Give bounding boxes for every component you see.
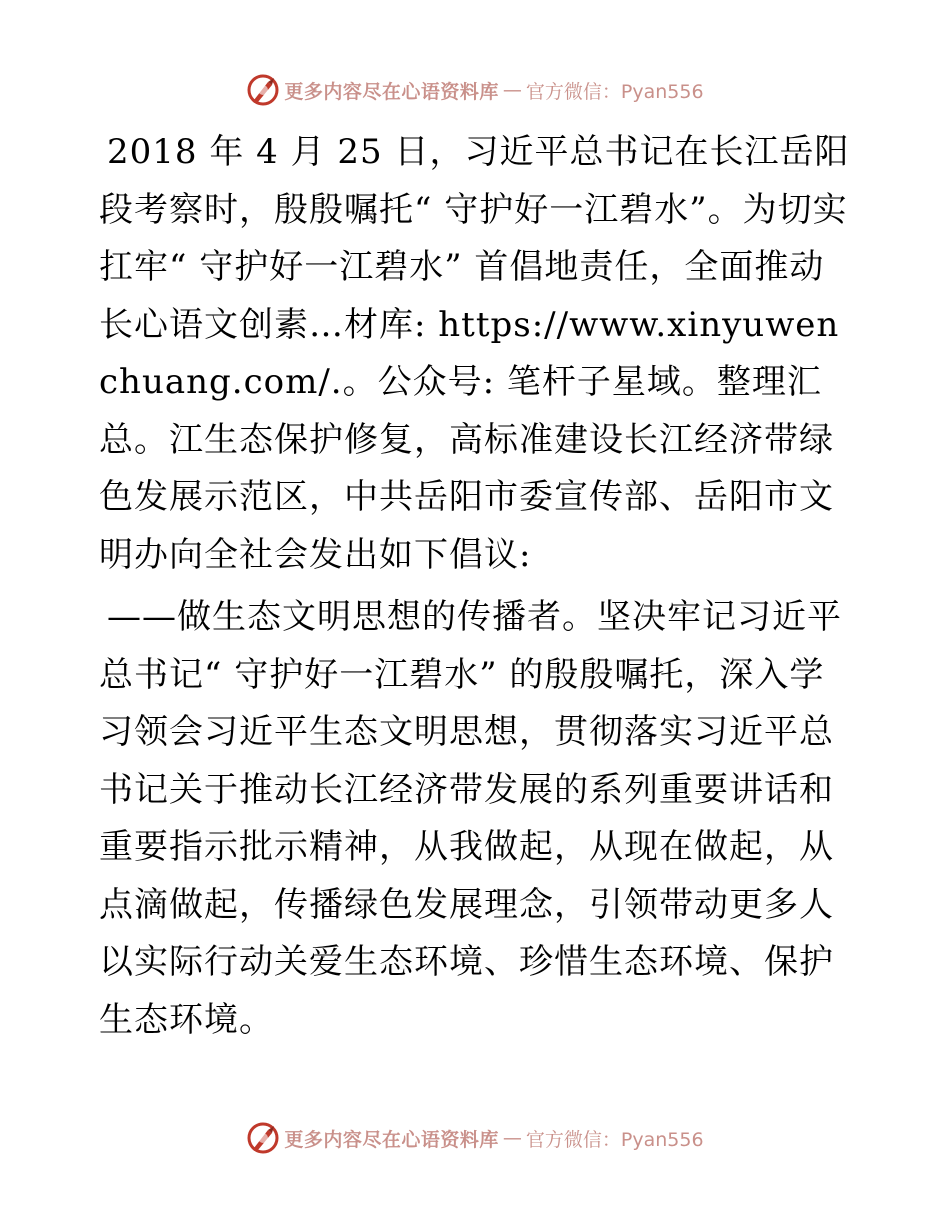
header-banner-wechat: 官方微信：Pyan556 bbox=[525, 80, 704, 103]
header-banner-text: 更多内容尽在心语资料库 bbox=[284, 80, 499, 103]
footer-banner-wechat: 官方微信：Pyan556 bbox=[525, 1128, 704, 1151]
header-banner bbox=[0, 70, 950, 110]
document-body bbox=[99, 124, 851, 1049]
paragraph-intro: 2018 年 4 月 25 日，习近平总书记在长江岳阳段考察时，殷殷嘱托“ 守护好一江碧水”。为切实扛牢“ 守护好一江碧水” 首倡地责任，全面推动长心语文创素…材库: https://www.xinyuwenchuang.com/.。公众号: 笔杆子星域。整理汇总。江生态保护修复，高标准建设长江经济带绿色发展示范区，中共岳阳市委宣传部、岳阳市文明办向全社会发出如下倡议: bbox=[99, 132, 850, 575]
quill-logo-icon bbox=[246, 1121, 280, 1155]
footer-banner-separator: — bbox=[502, 1127, 522, 1149]
paragraph-proposal-1: ——做生态文明思想的传播者。坚决牢记习近平总书记“ 守护好一江碧水” 的殷殷嘱托，深入学习领会习近平生态文明思想，贯彻落实习近平总书记关于推动长江经济带发展的系列重要讲话和重要指示批示精神，从我做起，从现在做起，从点滴做起，传播绿色发展理念，引领带动更多人以实际行动关爱生态环境、珍惜生态环境、保护生态环境。 bbox=[99, 597, 842, 1040]
header-banner-separator: — bbox=[502, 79, 522, 101]
footer-banner-text: 更多内容尽在心语资料库 bbox=[284, 1128, 499, 1151]
quill-logo-icon bbox=[246, 73, 280, 107]
footer-banner bbox=[0, 1118, 950, 1158]
